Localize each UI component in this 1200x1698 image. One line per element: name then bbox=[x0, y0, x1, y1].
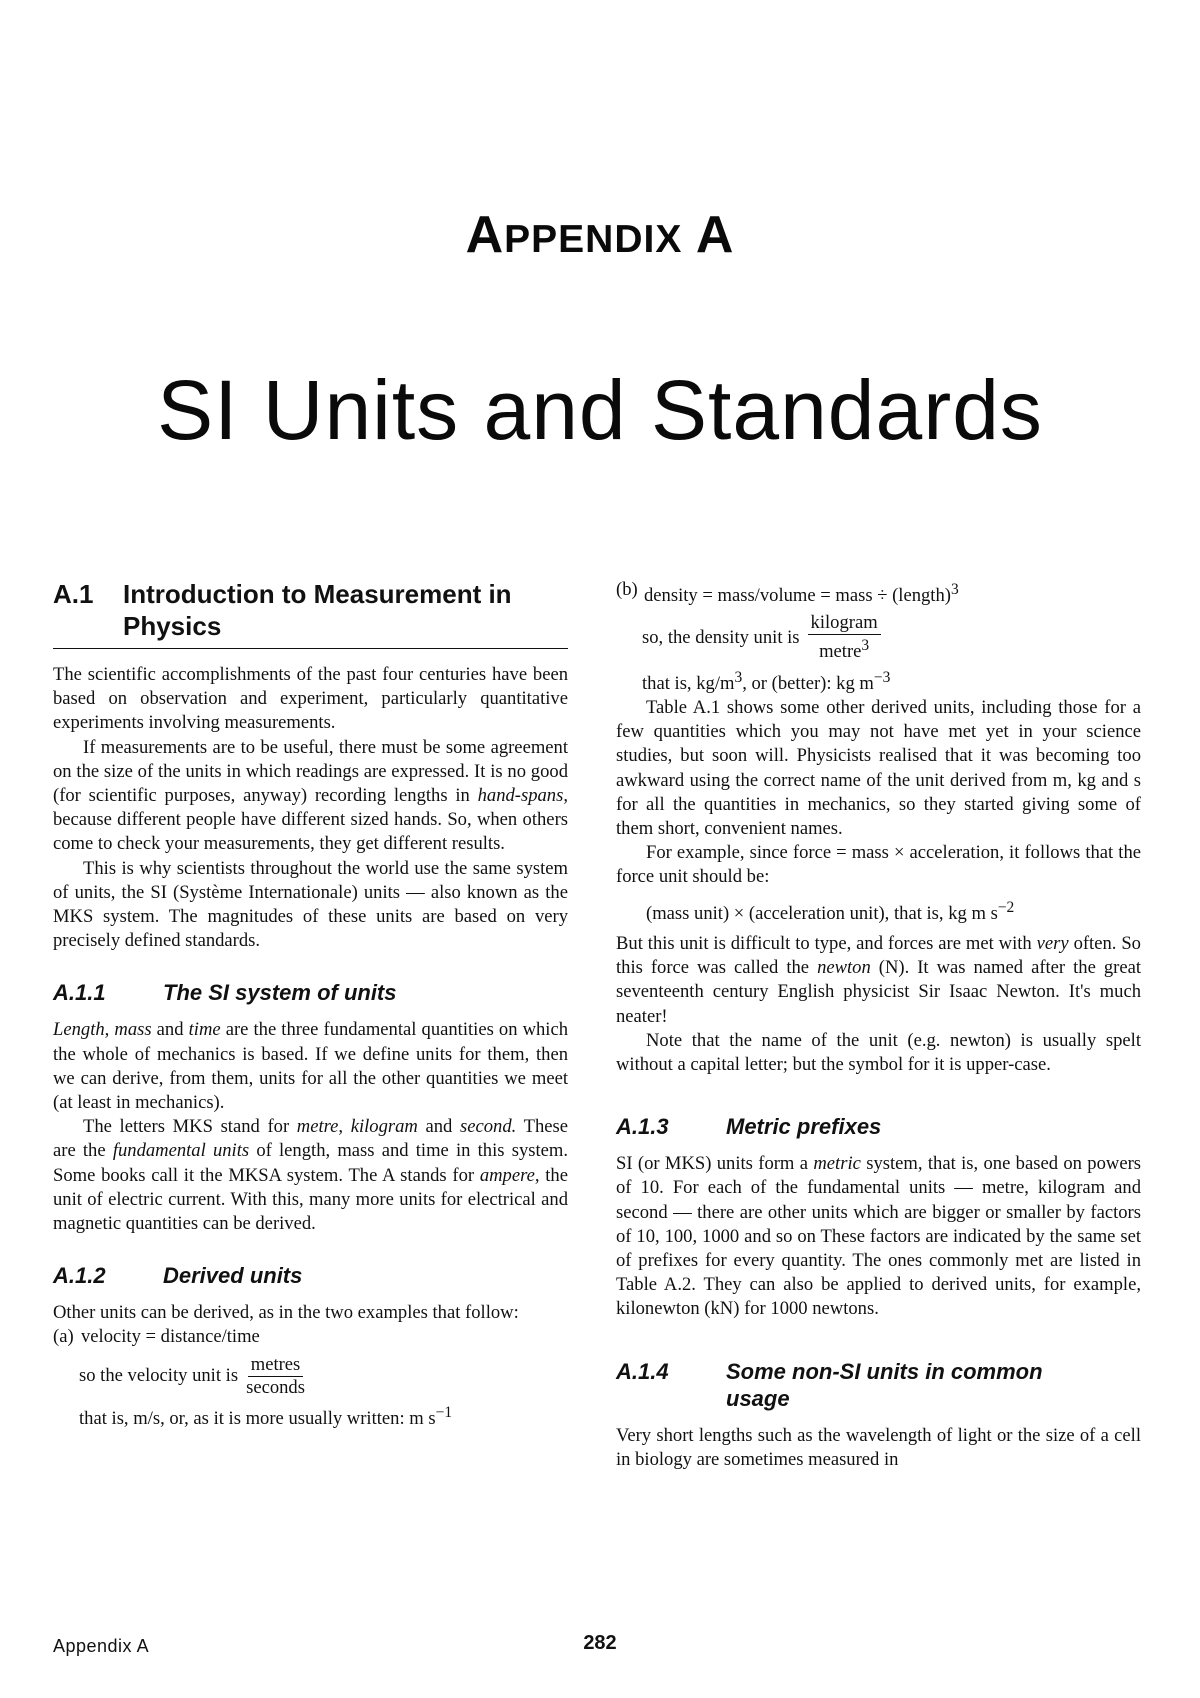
density-unit-result: that is, $kg/m^3$, or (better): kg $m^{-3}$ bbox=[642, 668, 891, 694]
force-unit-equation: (mass unit) × (acceleration unit), that is, kg m $s^{-2}$ bbox=[646, 898, 1015, 924]
fraction-denominator: metre$^3$ bbox=[819, 637, 870, 663]
section-number: A.1 bbox=[53, 579, 94, 609]
appendix-heading-initial: A bbox=[465, 206, 505, 264]
paragraph: SI (or MKS) units form a metric system, that is, one based on powers of 10. For each of the fundamental units — metre, kilogram and second — there are other units which are bigger or smaller by factors of 10, 100, 1000 and so on These factors are indicated by the same set of prefixes for every quantity. The ones commonly met are listed in Table A.2. They can also be applied to derived units, for example, kilonewton (kN) for 1000 newtons. bbox=[616, 1153, 1142, 1320]
section-title-line1: Introduction to Measurement in bbox=[123, 579, 512, 609]
paragraph: Very short lengths such as the wavelength of light or the size of a cell in biology are sometimes measured in bbox=[616, 1424, 1141, 1470]
chapter-title: SI Units and Standards bbox=[157, 363, 1043, 457]
appendix-heading bbox=[0, 205, 1200, 265]
paragraph: Note that the name of the unit (e.g. newton) is usually spelt without a capital letter; but the symbol for it is upper-case. bbox=[616, 1029, 1141, 1075]
example-label: (b) bbox=[616, 579, 638, 600]
fraction-numerator: kilogram bbox=[808, 612, 881, 635]
example-text: density = mass/volume = mass ÷ (length)$^3$ bbox=[644, 581, 959, 607]
left-column bbox=[53, 578, 568, 1431]
paragraph: Length, mass and time are the three fundamental quantities on which the whole of mechanics is based. If we define units for them, then we can derive, from them, units for all the other quantities we meet (at least in mechanics). bbox=[53, 1019, 569, 1114]
subsection-title: Metric prefixes bbox=[726, 1114, 882, 1140]
page-number: 282 bbox=[583, 1632, 617, 1654]
paragraph: If measurements are to be useful, there must be some agreement on the size of the units in which readings are expressed. It is no good (for scientific purposes, anyway) recording lengths in hand-spans, because different people have different sized hands. So, when others come to check your measurements, they get different results. bbox=[53, 736, 568, 855]
subsection-heading-a11 bbox=[53, 979, 568, 1006]
section-title bbox=[123, 578, 512, 642]
subsection-heading-a12 bbox=[53, 1262, 568, 1289]
subsection-number: A.1.4 bbox=[616, 1358, 669, 1384]
appendix-heading-smallcaps: PPENDIX bbox=[504, 218, 683, 261]
right-column bbox=[616, 578, 1141, 1472]
subsection-number: A.1.3 bbox=[616, 1114, 669, 1140]
fraction bbox=[808, 612, 881, 663]
example-label: (a) bbox=[53, 1326, 74, 1348]
fraction bbox=[246, 1354, 305, 1399]
subsection-title: Derived units bbox=[163, 1263, 303, 1289]
subsection-title: Some non-SI units in common usage bbox=[726, 1358, 1043, 1411]
velocity-unit-fraction: so the velocity unit is $\frac{\text{metres}}{\text{seconds}}$ bbox=[79, 1353, 305, 1398]
fraction-numerator: metres bbox=[248, 1354, 304, 1377]
paragraph: Other units can be derived, as in the two examples that follow: bbox=[53, 1302, 519, 1324]
density-unit-fraction: so, the density unit is $\frac{\text{kilogram}}{metre^3}$ bbox=[642, 612, 1141, 663]
example-text: velocity = distance/time bbox=[81, 1326, 260, 1348]
section-heading-a1 bbox=[53, 578, 568, 649]
paragraph: The scientific accomplishments of the past four centuries have been based on observation and experiment, particularly quantitative experiments involving measurements. bbox=[53, 664, 568, 734]
fraction-denominator: seconds bbox=[246, 1376, 305, 1398]
example-b bbox=[616, 578, 1141, 608]
subsection-heading-a13 bbox=[616, 1113, 1141, 1140]
paragraph: This is why scientists throughout the world use the same system of units, the SI (Système Internationale) units — also known as the MKS system. The magnitudes of these units are based on very precisely defined standards. bbox=[53, 857, 568, 952]
example-a bbox=[53, 1325, 568, 1349]
subsection-heading-a14 bbox=[616, 1358, 1141, 1412]
paragraph: The letters MKS stand for metre, kilogram and second. These are the fundamental units of length, mass and time in this system. Some books call it the MKSA system. The A stands for ampere, the unit of electric current. With this, many more units for electrical and magnetic quantities can be derived. bbox=[53, 1116, 569, 1235]
footer-running-title: Appendix A bbox=[53, 1636, 150, 1656]
subsection-title: The SI system of units bbox=[163, 980, 397, 1006]
paragraph: For example, since force = mass × acceleration, it follows that the force unit should be: bbox=[616, 842, 1141, 888]
appendix-heading-letter: A bbox=[695, 206, 735, 264]
velocity-unit-result: that is, m/s, or, as it is more usually written: m $s^{-1}$ bbox=[79, 1403, 453, 1429]
subsection-number: A.1.2 bbox=[53, 1263, 106, 1289]
section-title-line2: Physics bbox=[123, 611, 222, 641]
subsection-number: A.1.1 bbox=[53, 980, 106, 1006]
paragraph: Table A.1 shows some other derived units, including those for a few quantities which you may not have met yet in your science studies, but soon will. Physicists realised that it was becoming too awkward using the correct name of the unit derived from m, kg and s for all the quantities in mechanics, so they started giving some of them short, convenient names. bbox=[616, 696, 1141, 839]
paragraph: But this unit is difficult to type, and forces are met with very often. So this force was called the newton (N). It was named after the great seventeenth century English physicist Sir Isaac Newton. It's much neater! bbox=[616, 932, 1141, 1027]
